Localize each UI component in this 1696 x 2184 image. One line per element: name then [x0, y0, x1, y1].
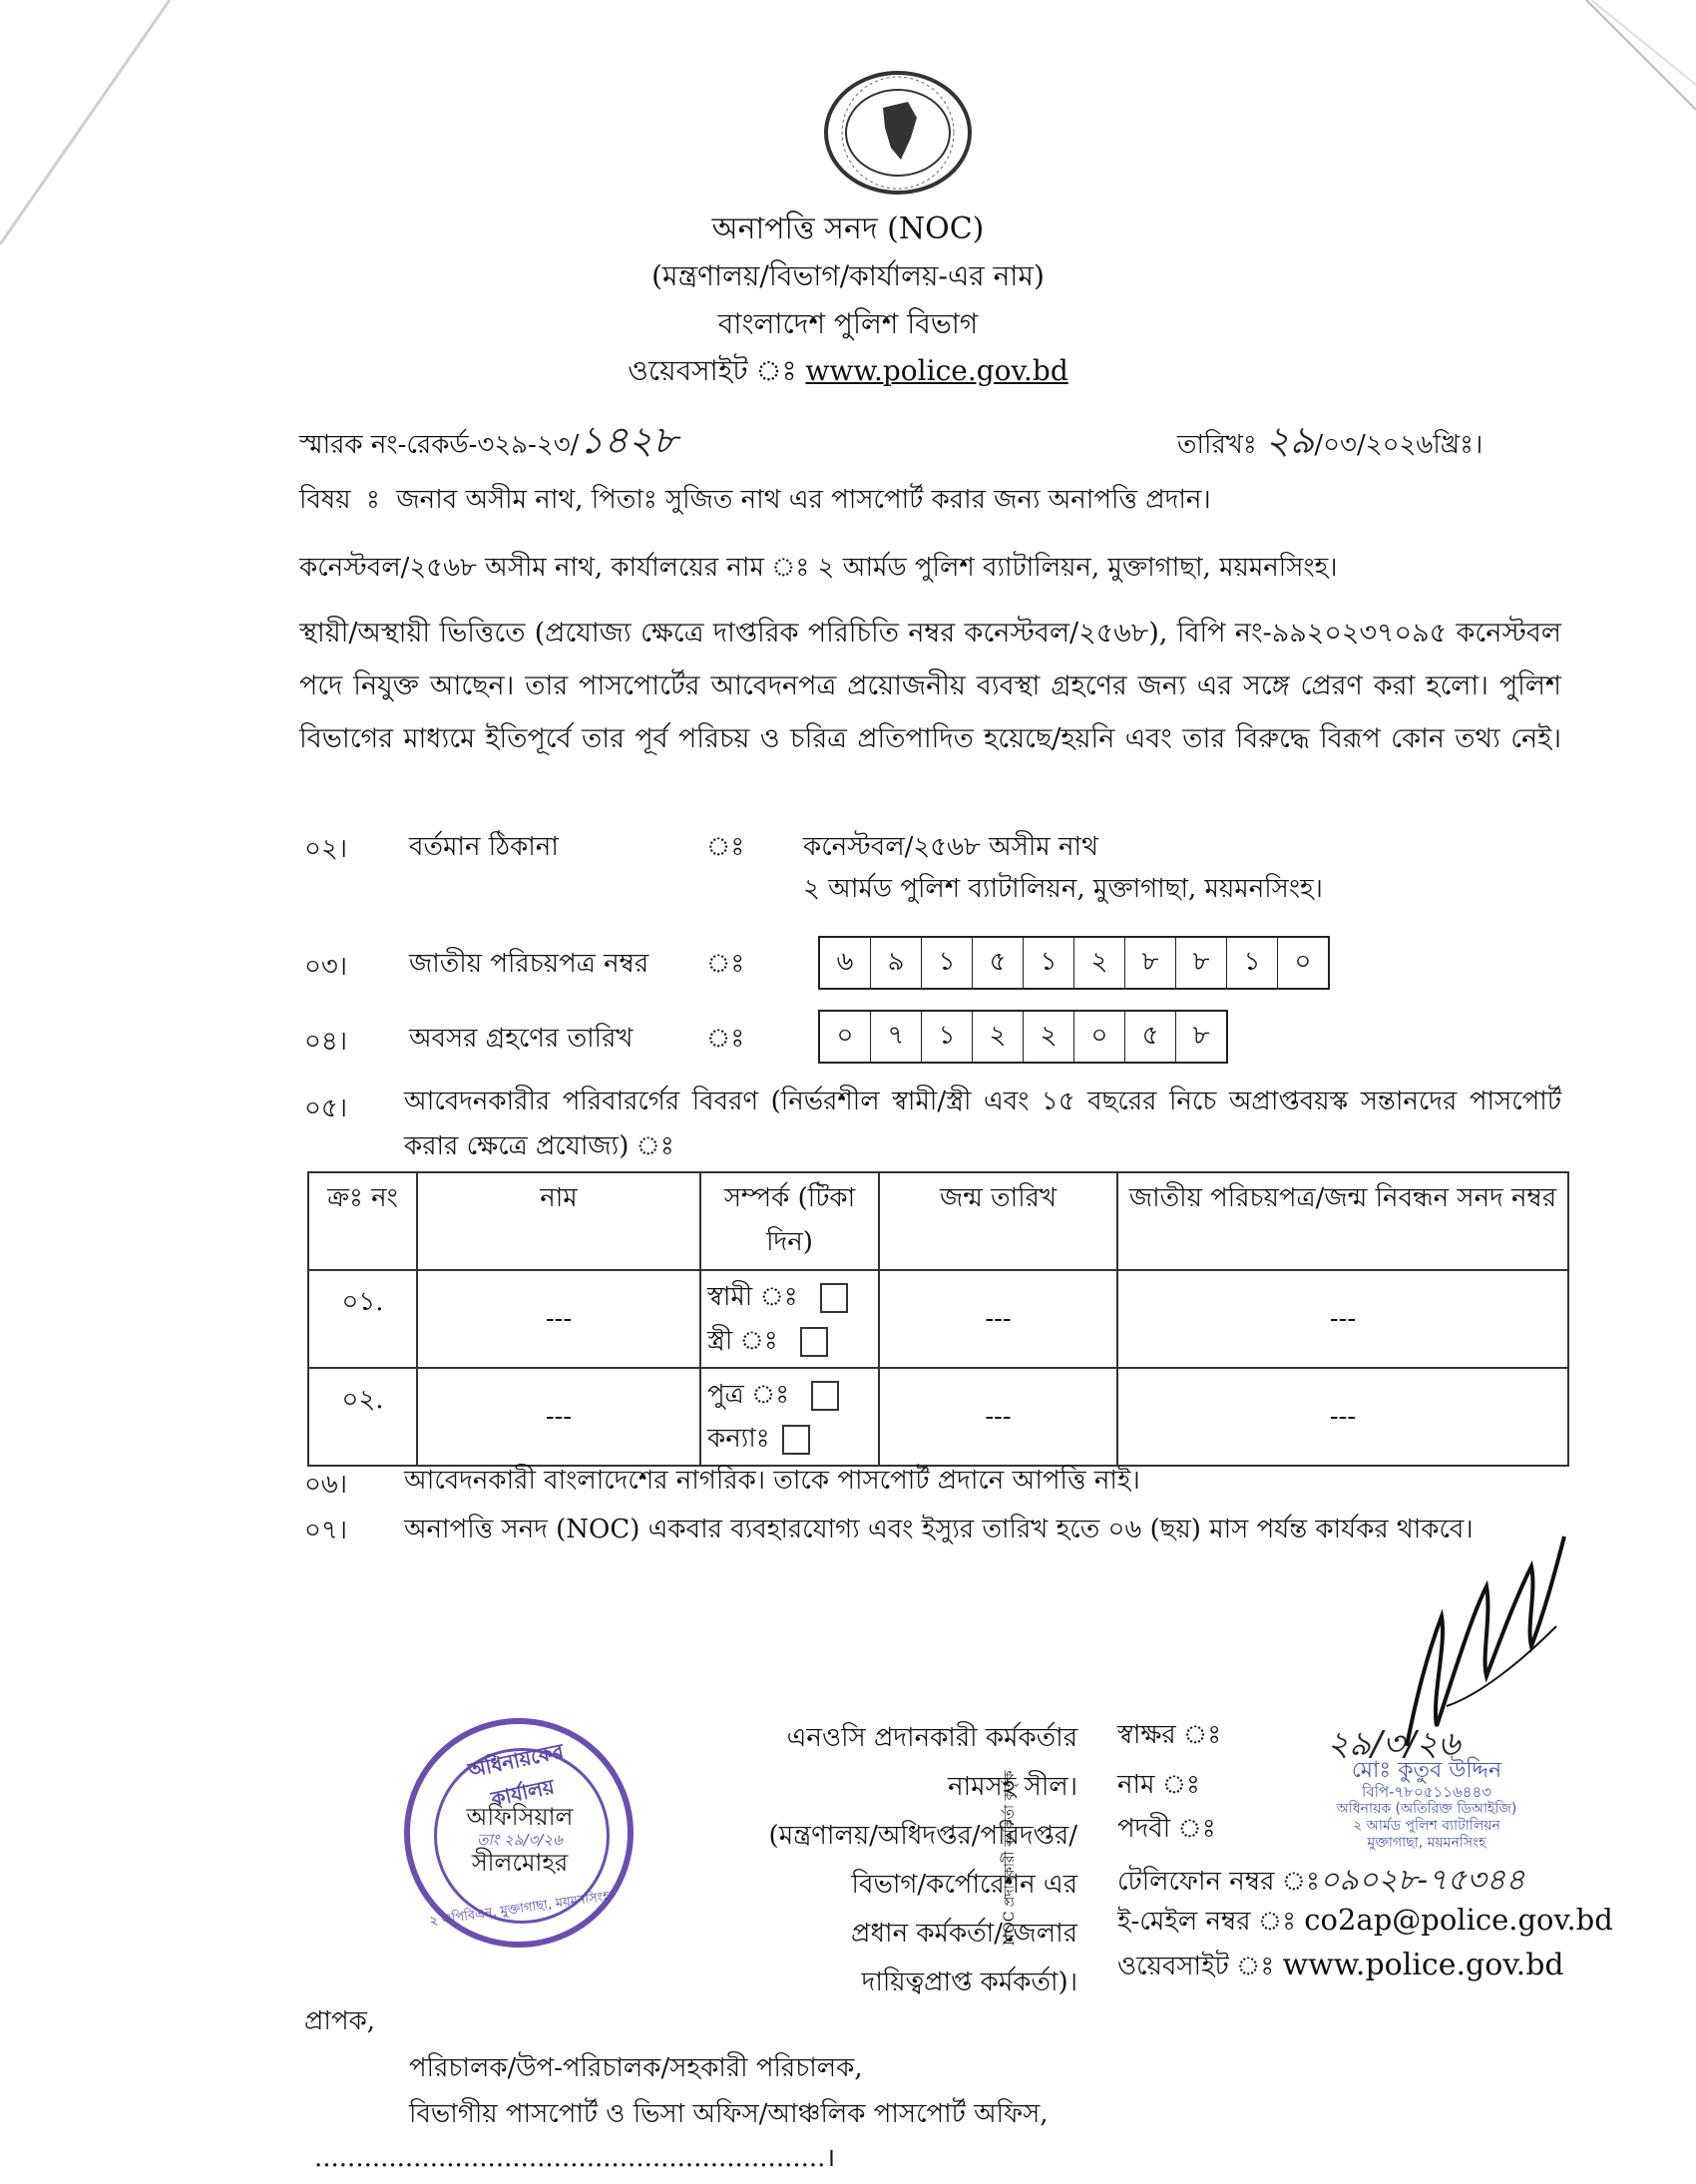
issuer-website-line [1117, 1946, 1564, 1989]
name-label: নাম ঃ [1117, 1770, 1200, 1800]
retirement-date-digit: ৭ [871, 1012, 922, 1062]
item-02-sep: ঃ [706, 832, 745, 862]
phone-number: ০৯০২৮-৭৫৩৪৪ [1319, 1863, 1525, 1898]
retirement-date-digit: ২ [1024, 1012, 1074, 1062]
official-seal [404, 1718, 634, 1948]
signature-date: ২৯/৩/২৬ [1327, 1724, 1461, 1764]
seal-date: তাং ২৯/৩/২৬ [477, 1831, 563, 1849]
header-nid: জাতীয় পরিচয়পত্র/জন্ম নিবন্ধন সনদ নম্বর [1117, 1172, 1568, 1270]
item-04-number: ০৪। [304, 1027, 348, 1057]
stamp-unit: ২ আর্মড পুলিশ ব্যাটালিয়ন [1353, 1818, 1500, 1834]
header-serial: ক্রঃ নং [308, 1172, 417, 1270]
item-05-text: আবেদনকারীর পরিবারর্গের বিবরণ (নির্ভরশীল স্বামী/স্ত্রী এবং ১৫ বছরের নিচে অপ্রাপ্তবয়স্ক সন্তানদের পাসপোর্ট করার ক্ষেত্রে প্রযোজ্য) ঃ [404, 1087, 1561, 1161]
retirement-date-digit: ২ [973, 1012, 1024, 1062]
wife-checkbox[interactable] [800, 1327, 828, 1357]
item-04-label: অবসর গ্রহণের তারিখ [409, 1024, 634, 1054]
address-line-2: ২ আর্মড পুলিশ ব্যাটালিয়ন, মুক্তাগাছা, ময়মনসিংহ। [803, 874, 1323, 904]
stamp-bp-number: বিপি-৭৮০৫১১৬৪৪৩ [1362, 1783, 1491, 1801]
email-line [1117, 1901, 1613, 1945]
subject-line: বিষয় ঃ জনাব অসীম নাথ, পিতাঃ সুজিত নাথ এর পাসপোর্ট করার জন্য অনাপত্তি প্রদান। [299, 485, 1211, 515]
retirement-date-digit: ৮ [1192, 1021, 1210, 1051]
header-name: নাম [417, 1172, 700, 1270]
item-04-sep: ঃ [706, 1024, 745, 1054]
seal-label-1: অফিসিয়াল [466, 1803, 574, 1831]
stamp-place: মুক্তাগাছা, ময়মনসিংহ [1367, 1835, 1486, 1851]
issuer-website-label: ওয়েবসাইট ঃ [1117, 1952, 1275, 1981]
main-paragraph: স্থায়ী/অস্থায়ী ভিত্তিতে (প্রযোজ্য ক্ষেত্রে দাপ্তরিক পরিচিতি নম্বর কনেস্টবল/২৫৬৮), বিপি নং-৯৯২০২৩৭০৯৫ কনেস্টবল পদে নিযুক্ত আছেন। তার পাসপোর্টের আবেদনপত্র প্রয়োজনীয় ব্যবস্থা গ্রহণের জন্য এর সঙ্গে প্রেরণ করা হলো। পুলিশ বিভাগের মাধ্যমে ইতিপূর্বে তার পূর্ব পরিচয় ও চরিত্র প্রতিপাদিত হয়েছে/হয়নি এবং তার বিরুদ্ধে বিরূপ কোন তথ্য নেই। [299, 618, 1561, 754]
item-05-number: ০৫। [304, 1093, 348, 1123]
row1-name: --- [417, 1270, 700, 1368]
item-03-number: ০৩। [304, 952, 348, 982]
relation-option-wife: স্ত্রী ঃ [707, 1319, 872, 1363]
son-checkbox[interactable] [811, 1381, 839, 1411]
recipient-line-1: পরিচালক/উপ-পরিচালক/সহকারী পরিচালক, [409, 2053, 863, 2083]
row1-relation [700, 1270, 879, 1368]
item-02-label: বর্তমান ঠিকানা [409, 832, 559, 862]
subject-label: বিষয় [299, 485, 351, 515]
issuer-website-link[interactable]: www.police.gov.bd [1282, 1948, 1564, 1982]
issuer-desc-line: এনওসি প্রদানকারী কর্মকর্তার [786, 1723, 1077, 1753]
nid-digit: ৬ [820, 938, 871, 988]
table-header-row [308, 1172, 1568, 1270]
retirement-date-digit: ০ [820, 1012, 871, 1062]
item-06-number: ০৬। [304, 1470, 348, 1500]
department-name: বাংলাদেশ পুলিশ বিভাগ [717, 307, 979, 340]
address-line-1: কনেস্টবল/২৫৬৮ অসীম নাথ [803, 832, 1098, 862]
row2-dob: --- [879, 1368, 1117, 1466]
header-dob: জন্ম তারিখ [879, 1172, 1117, 1270]
nid-digit: ১ [1227, 938, 1278, 988]
memo-number [299, 411, 677, 475]
issuer-desc-line: দায়িত্বপ্রাপ্ত কর্মকর্তা)। [861, 1967, 1077, 1997]
nid-digit: ০ [1294, 947, 1312, 977]
item-02-number: ০২। [304, 834, 348, 864]
row2-relation [700, 1368, 879, 1466]
memo-handwritten-number: ১৪২৮ [579, 418, 678, 462]
date-handwritten-day: ২৯ [1265, 418, 1315, 462]
issuer-desc-line: বিভাগ/কর্পোরেশন এর [851, 1870, 1077, 1900]
husband-checkbox[interactable] [820, 1283, 848, 1313]
row1-nid: --- [1117, 1270, 1568, 1368]
website-label: ওয়েবসাইট ঃ [628, 354, 797, 387]
row2-nid: --- [1117, 1368, 1568, 1466]
nid-digit: ৫ [973, 938, 1024, 988]
issuer-desc-line: প্রধান কর্মকর্তা/জেলার [851, 1919, 1077, 1949]
memo-label: স্মারক নং-রেকর্ড-৩২৯-২৩/ [299, 430, 580, 460]
email-label: ই-মেইল নম্বর ঃ [1117, 1907, 1297, 1937]
row2-name: --- [417, 1368, 700, 1466]
nid-digit: ৮ [1125, 938, 1176, 988]
stamp-officer-name: মোঃ কুতুব উদ্দিন [1351, 1758, 1502, 1783]
item-03-sep: ঃ [706, 949, 745, 979]
seal-top-text: অধিনায়কের কার্যালয় [466, 1738, 566, 1812]
item-06-text: আবেদনকারী বাংলাদেশের নাগরিক। তাকে পাসপোর্ট প্রদানে আপত্তি নাই। [404, 1466, 1140, 1496]
recipient-label: প্রাপক, [304, 2006, 376, 2036]
seal-label-2: সীলমোহর [471, 1849, 569, 1877]
officer-signature [1387, 1497, 1576, 1756]
nid-digit-boxes [818, 936, 1330, 990]
relation-option-daughter: কন্যাঃ [707, 1417, 872, 1461]
relation-option-son: পুত্র ঃ [707, 1373, 872, 1417]
signature-label: স্বাক্ষর ঃ [1117, 1720, 1222, 1750]
stamp-designation: অধিনায়ক (অতিরিক্ত ডিআইজি) [1336, 1801, 1517, 1817]
recipient-line-3: ..............................................................। [314, 2143, 836, 2173]
issuer-desc-line: নামসহ সীল। [948, 1772, 1077, 1802]
row1-serial: ০১. [308, 1270, 417, 1368]
nid-digit: ১ [1024, 938, 1074, 988]
officer-name-stamp [1277, 1758, 1576, 1852]
seal-center [430, 1802, 610, 1878]
table-row [308, 1270, 1568, 1368]
phone-line [1117, 1856, 1525, 1907]
office-line: কনেস্টবল/২৫৬৮ অসীম নাথ, কার্যালয়ের নাম ঃ ২ আর্মড পুলিশ ব্যাটালিয়ন, মুক্তাগাছা, ময়মনসিংহ। [299, 553, 1338, 583]
row1-dob: --- [879, 1270, 1117, 1368]
header-relation: সম্পর্ক (টিকা দিন) [700, 1172, 879, 1270]
item-07-number: ০৭। [304, 1516, 348, 1545]
retirement-date-digit: ০ [1074, 1012, 1125, 1062]
ministry-placeholder: (মন্ত্রণালয়/বিভাগ/কার্যালয়-এর নাম) [651, 259, 1045, 292]
memo-date [1177, 411, 1483, 475]
date-label: তারিখঃ [1177, 430, 1257, 460]
relation-option-husband: স্বামী ঃ [707, 1275, 872, 1319]
nid-digit: ৮ [1176, 938, 1227, 988]
seal-bottom-text: ২ এপিবিএন, মুক্তাগাছা, ময়মনসিংহ [428, 1889, 612, 1930]
item-07-text: অনাপত্তি সনদ (NOC) একবার ব্যবহারযোগ্য এবং ইস্যুর তারিখ হতে ০৬ (ছয়) মাস পর্যন্ত কার্যকর থাকবে। [404, 1515, 1474, 1544]
retirement-date-digit: ১ [922, 1012, 973, 1062]
subject-text: জনাব অসীম নাথ, পিতাঃ সুজিত নাথ এর পাসপোর্ট করার জন্য অনাপত্তি প্রদান। [396, 485, 1211, 515]
email-address[interactable]: co2ap@police.gov.bd [1304, 1903, 1613, 1937]
vertical-note: NOC প্রদানকারী কর্মকর্তা কর্তৃক [1002, 1770, 1018, 1946]
retirement-date-boxes [818, 1010, 1228, 1064]
retirement-date-digit: ৫ [1125, 1012, 1176, 1062]
nid-digit: ১ [922, 938, 973, 988]
nid-digit: ২ [1074, 938, 1125, 988]
item-03-label: জাতীয় পরিচয়পত্র নম্বর [409, 949, 649, 979]
row2-serial: ০২. [308, 1368, 417, 1466]
designation-label: পদবী ঃ [1117, 1814, 1216, 1844]
daughter-checkbox[interactable] [782, 1425, 810, 1455]
table-row [308, 1368, 1568, 1466]
document-title: অনাপত্তি সনদ (NOC) [711, 212, 985, 246]
header-website-link[interactable]: www.police.gov.bd [805, 354, 1068, 387]
nid-digit: ৯ [871, 938, 922, 988]
issuer-desc-line: (মন্ত্রণালয়/অধিদপ্তর/পরিদপ্তর/ [768, 1821, 1077, 1851]
date-rest: /০৩/২০২৬খ্রিঃ। [1314, 430, 1484, 460]
recipient-line-2: বিভাগীয় পাসপোর্ট ও ভিসা অফিস/আঞ্চলিক পাসপোর্ট অফিস, [409, 2099, 1049, 2129]
government-emblem [813, 68, 983, 198]
header-website-line [0, 349, 1696, 396]
family-details-table [307, 1171, 1569, 1467]
phone-label: টেলিফোন নম্বর ঃ [1117, 1867, 1320, 1897]
